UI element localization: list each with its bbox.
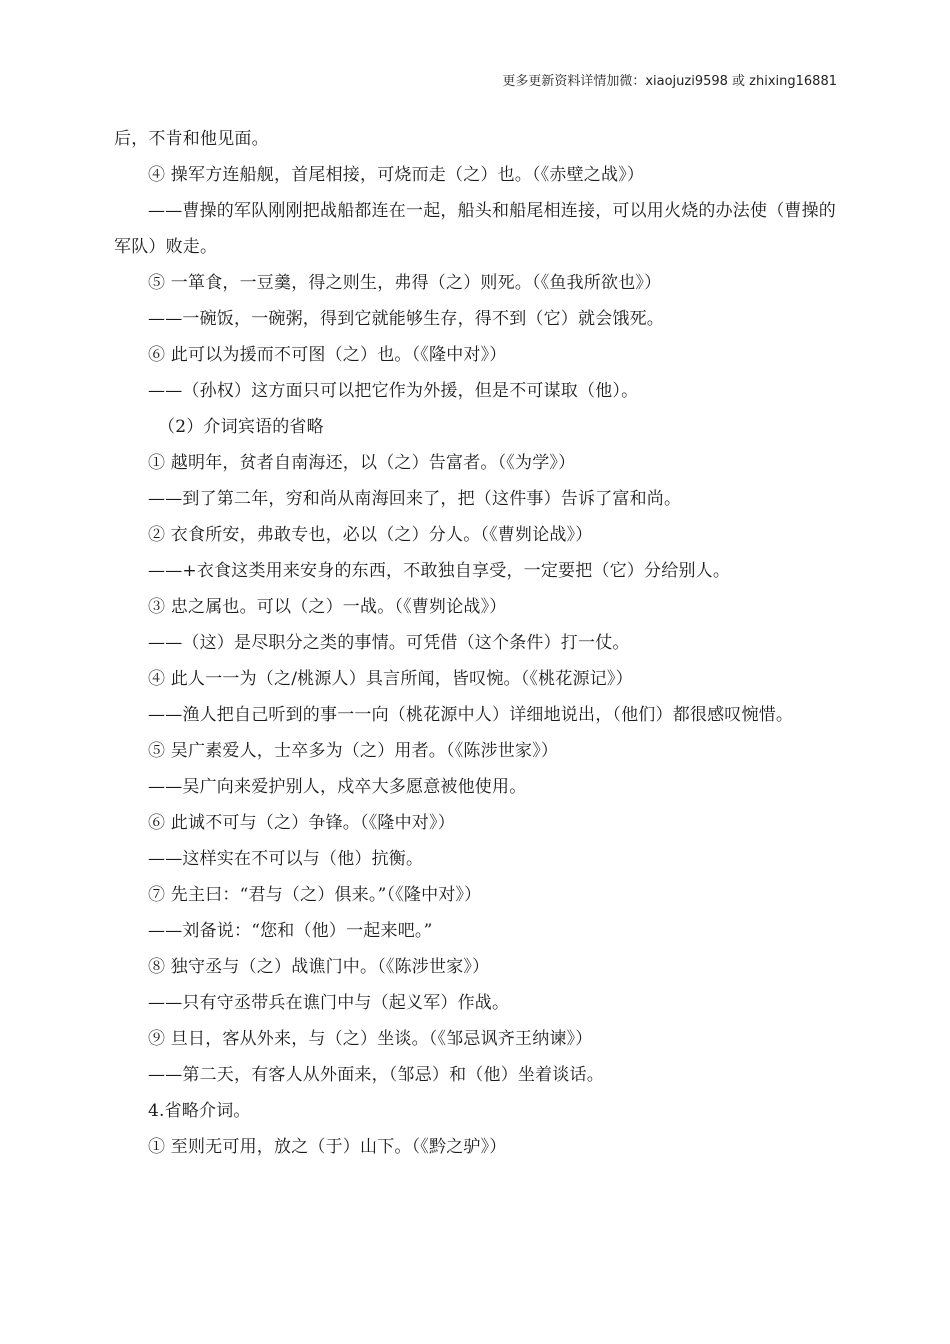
example-sentence: ④ 操军方连船舰，首尾相接，可烧而走（之）也。（《赤壁之战》）: [148, 165, 645, 185]
header-note: 更多更新资料详情加微：xiaojuzi9598 或 zhixing16881: [502, 74, 837, 89]
example-sentence: ⑥ 此可以为援而不可图（之）也。（《隆中对》）: [148, 345, 507, 365]
document-body: [114, 121, 836, 1165]
example-sentence: ⑧ 独守丞与（之）战谯门中。（《陈涉世家》）: [148, 957, 490, 977]
translation-line: ——这样实在不可以与（他）抗衡。: [148, 849, 424, 869]
translation-line: ——（孙权）这方面只可以把它作为外援，但是不可谋取（他）。: [148, 381, 639, 401]
example-sentence: ③ 忠之属也。可以（之）一战。（《曹刿论战》）: [148, 597, 507, 617]
example-sentence: ⑨ 旦日，客从外来，与（之）坐谈。（《邹忌讽齐王纳谏》）: [148, 1029, 593, 1049]
translation-line: ——曹操的军队刚刚把战船都连在一起，船头和船尾相连接，可以用火烧的办法使（曹操的军队）败走。: [114, 201, 836, 257]
translation-line: ——只有守丞带兵在谯门中与（起义军）作战。: [148, 993, 510, 1013]
example-sentence: ⑥ 此诚不可与（之）争锋。（《隆中对》）: [148, 813, 455, 833]
translation-line: ——吴广向来爱护别人，戍卒大多愿意被他使用。: [148, 777, 527, 797]
example-sentence: ② 衣食所安，弗敢专也，必以（之）分人。（《曹刿论战》）: [148, 525, 593, 545]
translation-line: ——到了第二年，穷和尚从南海回来了，把（这件事）告诉了富和尚。: [148, 489, 682, 509]
section-subheading: （2）介词宾语的省略: [158, 417, 324, 437]
example-sentence: ⑦ 先主曰：“君与（之）俱来。”（《隆中对》）: [148, 885, 482, 905]
translation-line: ——渔人把自己听到的事一一向（桃花源中人）详细地说出，（他们）都很感叹惋惜。: [148, 705, 794, 725]
translation-line: ——+衣食这类用来安身的东西，不敢独自享受，一定要把（它）分给别人。: [148, 561, 731, 581]
example-sentence: ① 越明年，贫者自南海还，以（之）告富者。（《为学》）: [148, 453, 576, 473]
translation-line: ——第二天，有客人从外面来，（邹忌）和（他）坐着谈话。: [148, 1065, 604, 1085]
translation-line: ——一碗饭，一碗粥，得到它就能够生存，得不到（它）就会饿死。: [148, 309, 664, 329]
text-line: 后，不肯和他见面。: [114, 129, 269, 149]
example-sentence: ⑤ 一箪食，一豆羹，得之则生，弗得（之）则死。（《鱼我所欲也》）: [148, 273, 662, 293]
section-heading: 4.省略介词。: [148, 1101, 251, 1121]
example-sentence: ⑤ 吴广素爱人，士卒多为（之）用者。（《陈涉世家》）: [148, 741, 559, 761]
example-sentence: ④ 此人一一为（之/桃源人）具言所闻，皆叹惋。（《桃花源记》）: [148, 669, 633, 689]
translation-line: ——刘备说：“您和（他）一起来吧。”: [148, 921, 433, 941]
example-sentence: ① 至则无可用，放之（于）山下。（《黔之驴》）: [148, 1137, 507, 1157]
translation-line: ——（这）是尽职分之类的事情。可凭借（这个条件）打一仗。: [148, 633, 630, 653]
